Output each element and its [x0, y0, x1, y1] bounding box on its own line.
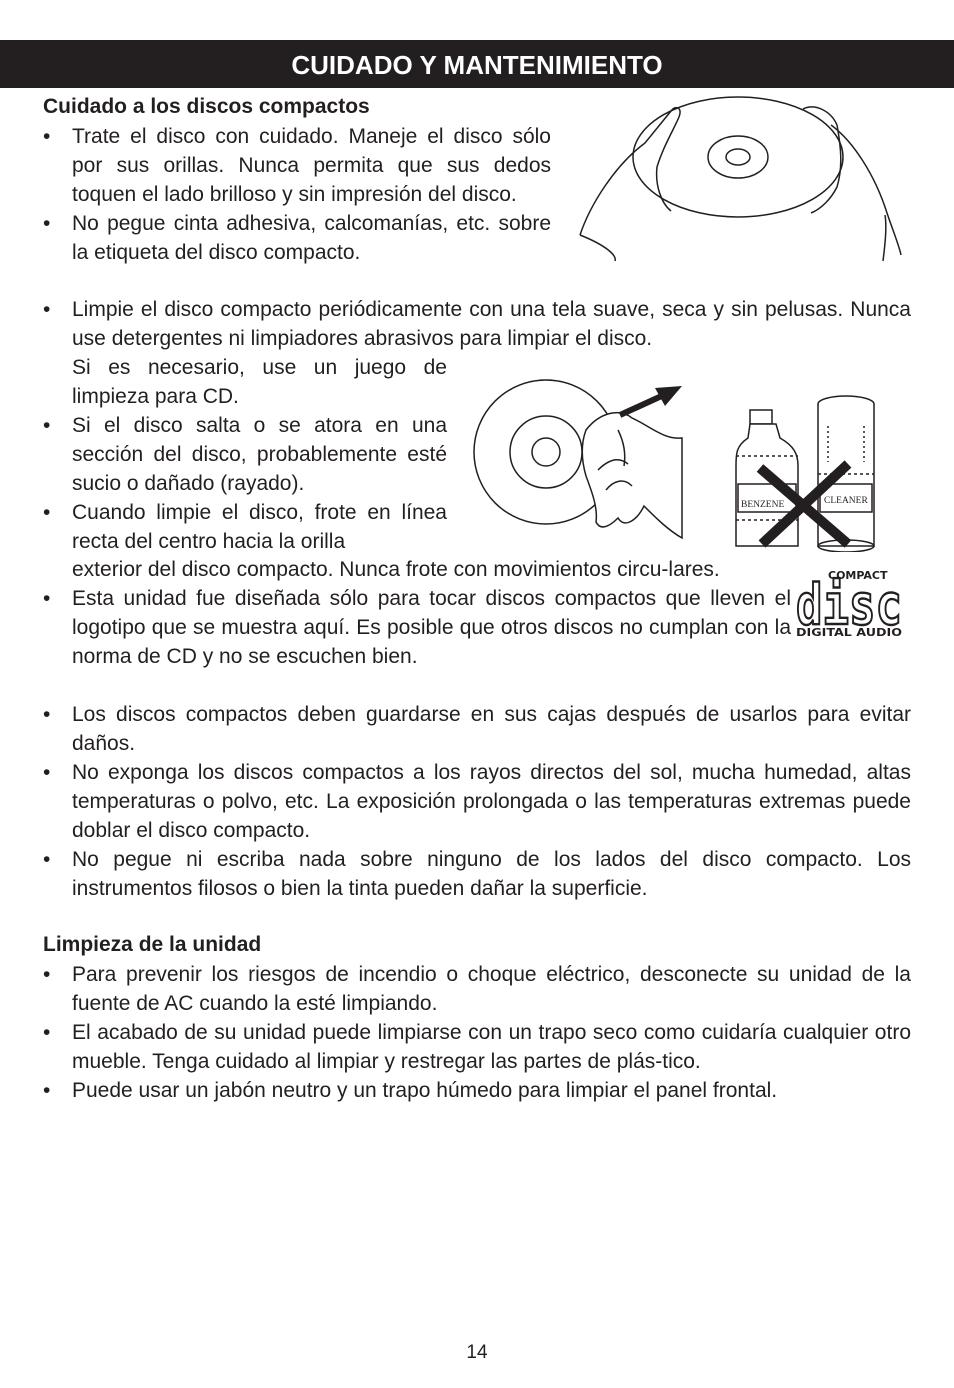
bullet: • [43, 1021, 51, 1044]
section-heading-unit-cleaning: Limpieza de la unidad [43, 933, 262, 956]
bullet: • [43, 587, 51, 610]
wiping-disc-illustration [468, 368, 693, 548]
disc-outline [633, 97, 843, 217]
bullet: • [43, 1079, 51, 1102]
unit-cleaning-list [43, 960, 911, 1105]
bullet: • [43, 212, 51, 235]
logo-disc-wordmark: disc [796, 573, 902, 638]
disc-hole [726, 149, 750, 165]
list-item: • Si el disco salta o se atora en una sección del disco, probablemente esté sucio o dañado (rayado). [43, 411, 447, 498]
hands-holding-disc-illustration [575, 95, 910, 265]
list-item: Si es necesario, use un juego de limpieza para CD. [72, 356, 447, 408]
list-item: • Para prevenir los riesgos de incendio o choque eléctrico, desconecte su unidad de la fuente de AC cuando la esté limpiando. [43, 960, 911, 1018]
bullet: • [43, 703, 51, 726]
bullet: • [43, 848, 51, 871]
no-solvents-illustration [732, 392, 912, 552]
disc-hub [708, 136, 768, 178]
wipe-direction-arrow-icon [620, 386, 682, 415]
list-item: • No pegue ni escriba nada sobre ninguno de los lados del disco compacto. Los instrumentos filosos o bien la tinta pueden dañar la superficie. [43, 845, 911, 903]
section-heading-disc-care: Cuidado a los discos compactos [43, 95, 370, 118]
disc-hub [510, 416, 582, 488]
page-number: 14 [466, 1342, 488, 1363]
disc-care-list-c [43, 353, 447, 556]
right-hand [803, 107, 841, 213]
page-title: CUIDADO Y MANTENIMIENTO [0, 40, 954, 88]
logo-compact-text: COMPACT [828, 569, 888, 582]
list-item: • No exponga los discos compactos a los rayos directos del sol, mucha humedad, altas temperaturas o polvo, etc. La exposición prolongada o las temperaturas extremas puede doblar el disco compacto. [43, 758, 911, 845]
list-item: • El acabado de su unidad puede limpiarse con un trapo seco como cuidaría cualquier otro mueble. Tenga cuidado al limpiar y restregar las partes de plás-tico. [43, 1018, 911, 1076]
bullet: • [43, 963, 51, 986]
list-item: • Limpie el disco compacto periódicamente con una tela suave, seca y sin pelusas. Nunca use detergentes ni limpiadores abrasivos para limpiar el disco. [43, 295, 911, 353]
benzene-label: BENZENE [741, 500, 785, 510]
disc-care-list-b [43, 295, 911, 353]
list-item: • Esta unidad fue diseñada sólo para tocar discos compactos que lleven el logotipo que se muestra aquí. Es posible que otros discos no cumplan con la norma de CD y no se escuchen bien. [43, 584, 791, 671]
disc-hole [532, 438, 560, 466]
disc-care-list-d [43, 555, 791, 671]
bullet: • [43, 414, 51, 437]
logo-digital-audio-text: DIGITAL AUDIO [796, 627, 903, 638]
list-item: • Puede usar un jabón neutro y un trapo húmedo para limpiar el panel frontal. [43, 1076, 911, 1105]
disc-care-list-a [43, 122, 551, 267]
compact-disc-logo [794, 566, 906, 638]
left-hand [580, 108, 680, 235]
list-item: • Trate el disco con cuidado. Maneje el disco sólo por sus orillas. Nunca permita que sus dedos toquen el lado brilloso y sin impresión del disco. [43, 122, 551, 209]
list-item: exterior del disco compacto. Nunca frote con movimientos circu-lares. [72, 558, 720, 581]
bullet: • [43, 501, 51, 524]
list-item: • Cuando limpie el disco, frote en línea recta del centro hacia la orilla [43, 498, 447, 556]
cloth-and-hand [582, 413, 682, 538]
disc-care-list-e [43, 700, 911, 903]
bullet: • [43, 125, 51, 148]
bullet: • [43, 761, 51, 784]
cleaner-label: CLEANER [824, 496, 868, 506]
list-item: • Los discos compactos deben guardarse en sus cajas después de usarlos para evitar daños. [43, 700, 911, 758]
list-item: • No pegue cinta adhesiva, calcomanías, etc. sobre la etiqueta del disco compacto. [43, 209, 551, 267]
bullet: • [43, 298, 51, 321]
